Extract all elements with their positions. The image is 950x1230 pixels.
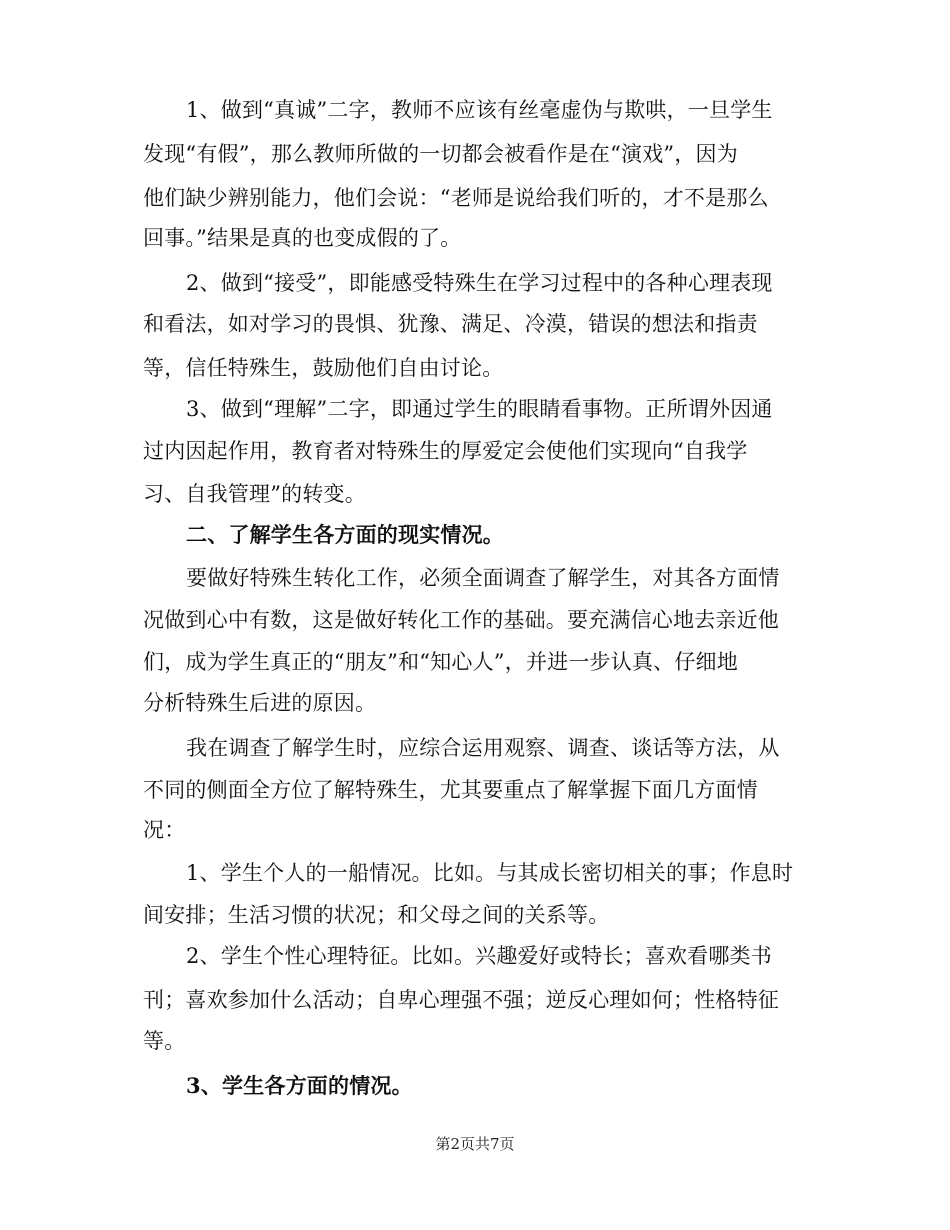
paragraph-1-line-2: 发现“有假”，那么教师所做的一切都会被看作是在“演戏”，因为	[143, 142, 738, 166]
paragraph-2-line-2: 和看法，如对学习的畏惧、犹豫、满足、冷漠，错误的想法和指责	[143, 312, 758, 336]
paragraph-6-line-1: 1、学生个人的一船情况。比如。与其成长密切相关的事；作息时	[186, 861, 794, 885]
paragraph-6-line-2: 间安排；生活习惯的状况；和父母之间的关系等。	[143, 903, 610, 927]
paragraph-4-line-1: 要做好特殊生转化工作，必须全面调查了解学生，对其各方面情	[186, 566, 780, 590]
paragraph-2-line-3: 等，信任特殊生，鼓励他们自由讨论。	[143, 356, 504, 380]
page-number-footer: 第2页共7页	[435, 1135, 515, 1153]
paragraph-3-line-3: 习、自我管理”的转变。	[143, 482, 366, 506]
section-heading-2: 二、了解学生各方面的现实情况。	[186, 522, 504, 547]
paragraph-3-line-1: 3、做到“理解”二字，即通过学生的眼睛看事物。正所谓外因通	[186, 397, 773, 421]
paragraph-5-line-3: 况：	[143, 818, 186, 842]
paragraph-3-line-2: 过内因起作用，教育者对特殊生的厚爱定会使他们实现向“自我学	[143, 439, 748, 463]
paragraph-1-line-4: 回事。”结果是真的也变成假的了。	[143, 226, 462, 250]
paragraph-2-line-1: 2、做到“接受”，即能感受特殊生在学习过程中的各种心理表现	[186, 271, 773, 295]
paragraph-4-line-2: 况做到心中有数，这是做好转化工作的基础。要充满信心地去亲近他	[143, 608, 779, 632]
paragraph-1-line-1: 1、做到“真诚”二字，教师不应该有丝毫虚伪与欺哄，一旦学生	[186, 98, 773, 122]
paragraph-7-line-2: 刊；喜欢参加什么活动；自卑心理强不强；逆反心理如何；性格特征	[143, 988, 779, 1012]
paragraph-1-line-3: 他们缺少辨别能力，他们会说：“老师是说给我们听的，才不是那么	[143, 186, 769, 210]
paragraph-4-line-3: 们，成为学生真正的“朋友”和“知心人”，并进一步认真、仔细地	[143, 650, 738, 674]
paragraph-4-line-4: 分析特殊生后进的原因。	[143, 691, 377, 715]
paragraph-5-line-2: 不同的侧面全方位了解特殊生，尤其要重点了解掌握下面几方面情	[143, 778, 758, 802]
subheading-3: 3、学生各方面的情况。	[186, 1073, 413, 1098]
paragraph-5-line-1: 我在调查了解学生时，应综合运用观察、调查、谈话等方法，从	[186, 736, 780, 760]
paragraph-7-line-1: 2、学生个性心理特征。比如。兴趣爱好或特长；喜欢看哪类书	[186, 944, 772, 968]
paragraph-7-line-3: 等。	[143, 1029, 186, 1053]
